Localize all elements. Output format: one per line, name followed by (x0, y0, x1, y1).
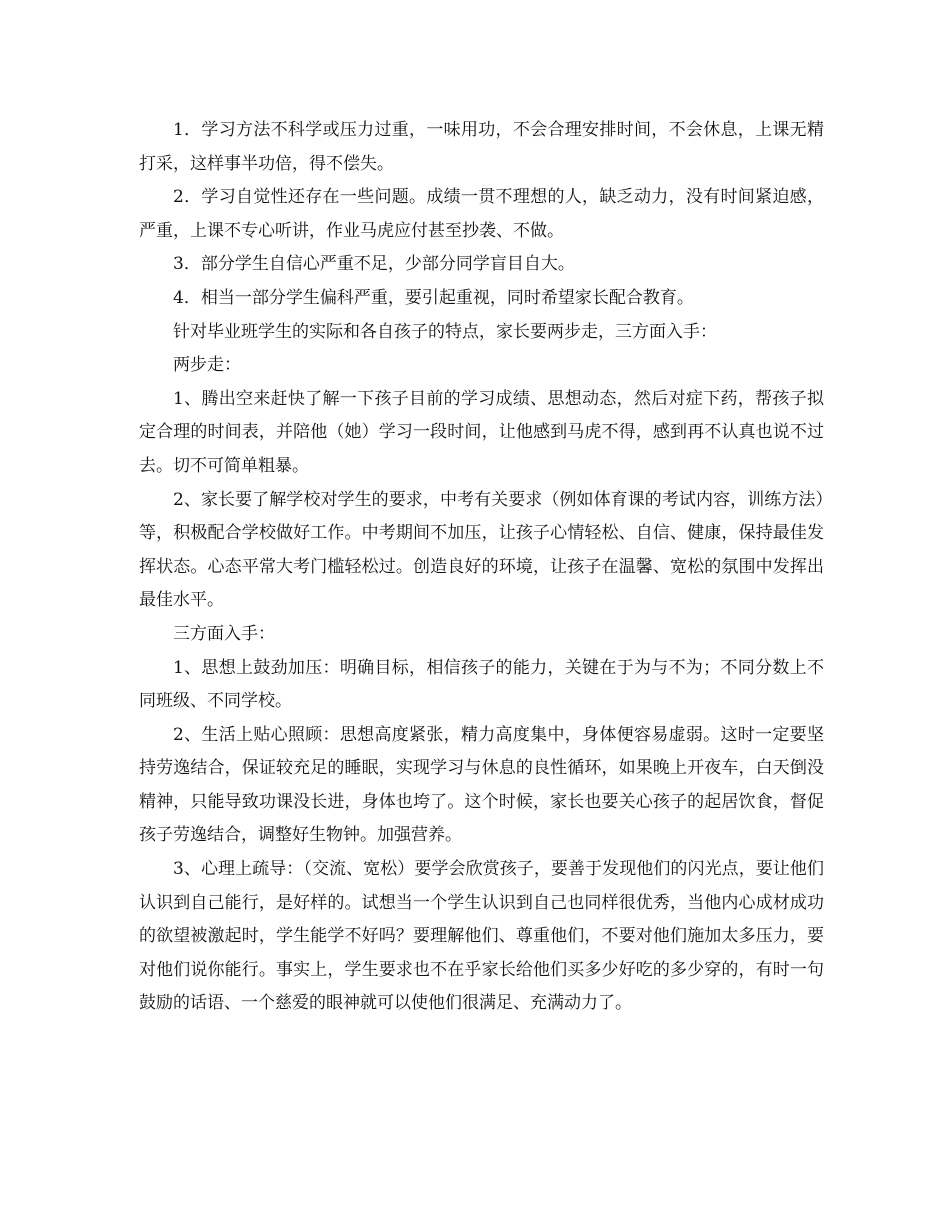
paragraph-issue-4: 4．相当一部分学生偏科严重，要引起重视，同时希望家长配合教育。 (173, 287, 694, 308)
paragraph-issue-3: 3．部分学生自信心严重不足，少部分同学盲目自大。 (173, 254, 575, 275)
paragraph-intro: 针对毕业班学生的实际和各自孩子的特点，家长要两步走，三方面入手： (173, 321, 717, 342)
document-body (139, 114, 824, 1021)
paragraph-step-2: 2、家长要了解学校对学生的要求，中考有关要求（例如体育课的考试内容，训练方法）等，积极配合学校做好工作。中考期间不加压，让孩子心情轻松、自信、健康，保持最佳发挥状态。心态平常大考门槛轻松过。创造良好的环境，让孩子在温馨、宽松的氛围中发挥出最佳水平。 (139, 489, 824, 611)
paragraph-aspect-1: 1、思想上鼓劲加压：明确目标，相信孩子的能力，关键在于为与不为；不同分数上不同班级、不同学校。 (139, 657, 824, 712)
paragraph-issue-2: 2．学习自觉性还存在一些问题。成绩一贯不理想的人，缺乏动力，没有时间紧迫感，严重，上课不专心听讲，作业马虎应付甚至抄袭、不做。 (139, 187, 824, 241)
paragraph-issue-1: 1．学习方法不科学或压力过重，一味用功，不会合理安排时间，不会休息，上课无精打采，这样事半功倍，得不偿失。 (139, 120, 824, 174)
paragraph-step-1: 1、腾出空来赶快了解一下孩子目前的学习成绩、思想动态，然后对症下药，帮孩子拟定合理的时间表，并陪他（她）学习一段时间，让他感到马虎不得，感到再不认真也说不过去。切不可简单粗暴。 (139, 388, 824, 476)
heading-three-aspects: 三方面入手： (173, 623, 275, 644)
paragraph-aspect-3: 3、心理上疏导：（交流、宽松）要学会欣赏孩子，要善于发现他们的闪光点，要让他们认识到自己能行，是好样的。试想当一个学生认识到自己也同样很优秀，当他内心成材成功的欲望被激起时，学生能学不好吗？要理解他们、尊重他们，不要对他们施加太多压力，要对他们说你能行。事实上，学生要求也不在乎家长给他们买多少好吃的多少穿的，有时一句鼓励的话语、一个慈爱的眼神就可以使他们很满足、充满动力了。 (139, 859, 824, 1014)
heading-two-steps: 两步走： (173, 355, 241, 376)
paragraph-aspect-2: 2、生活上贴心照顾：思想高度紧张，精力高度集中，身体便容易虚弱。这时一定要坚持劳逸结合，保证较充足的睡眠，实现学习与休息的良性循环，如果晚上开夜车，白天倒没精神，只能导致功课没长进，身体也垮了。这个时候，家长也要关心孩子的起居饮食，督促孩子劳逸结合，调整好生物钟。加强营养。 (139, 724, 824, 846)
